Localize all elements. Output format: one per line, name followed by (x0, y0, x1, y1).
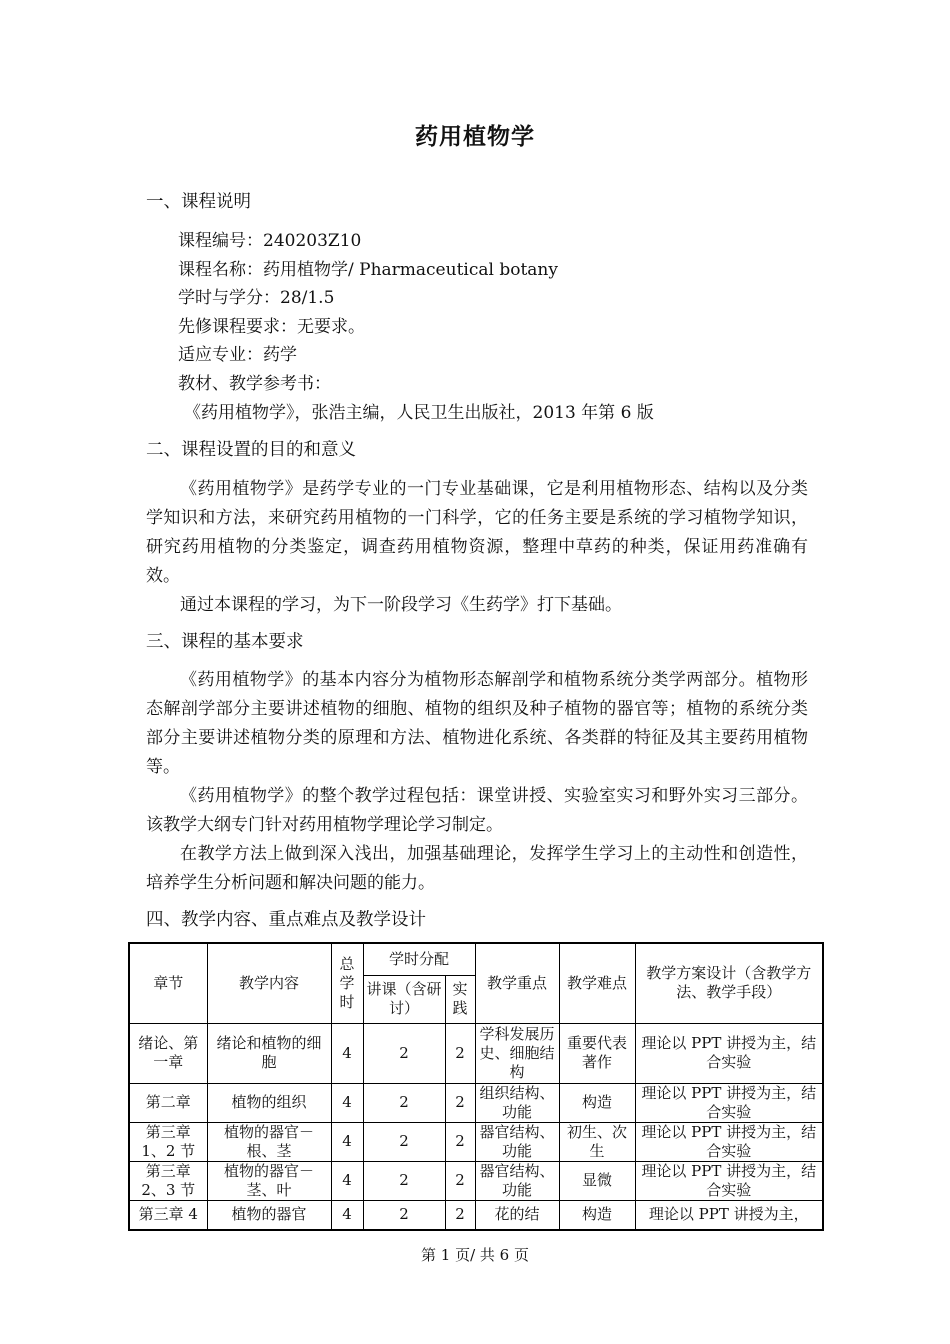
cell-total: 4 (331, 1083, 363, 1122)
cell-lecture: 2 (363, 1161, 445, 1200)
table-header-row (129, 943, 823, 975)
cell-key: 组织结构、功能 (475, 1083, 559, 1122)
cell-lecture: 2 (363, 1083, 445, 1122)
cell-content: 绪论和植物的细胞 (207, 1023, 331, 1083)
header-chapter: 章节 (129, 943, 207, 1023)
cell-design: 理论以 PPT 讲授为主， (635, 1200, 823, 1230)
course-prereq: 先修课程要求：无要求。 (178, 316, 365, 337)
header-design: 教学方案设计（含教学方法、教学手段） (635, 943, 823, 1023)
header-total-hours: 总学时 (331, 943, 363, 1023)
cell-key: 器官结构、功能 (475, 1122, 559, 1161)
cell-practice: 2 (445, 1083, 475, 1122)
header-practice: 实践 (445, 975, 475, 1023)
cell-key: 器官结构、功能 (475, 1161, 559, 1200)
cell-difficulty: 构造 (559, 1200, 635, 1230)
textbook-reference: 《药用植物学》，张浩主编，人民卫生出版社，2013 年第 6 版 (184, 402, 654, 423)
cell-lecture: 2 (363, 1200, 445, 1230)
cell-design: 理论以 PPT 讲授为主，结合实验 (635, 1161, 823, 1200)
textbook-label: 教材、教学参考书： (178, 373, 331, 394)
table-row (129, 1200, 823, 1230)
cell-content: 植物的组织 (207, 1083, 331, 1122)
cell-practice: 2 (445, 1200, 475, 1230)
purpose-paragraph-1: 《药用植物学》是药学专业的一门专业基础课，它是利用植物形态、结构以及分类学知识和方法，来研究药用植物的一门科学，它的任务主要是系统的学习植物学知识，研究药用植物的分类鉴定，调查药用植物资源，整理中草药的种类，保证用药准确有效。 (146, 479, 808, 586)
requirements-paragraph-3: 在教学方法上做到深入浅出，加强基础理论，发挥学生学习上的主动性和创造性，培养学生分析问题和解决问题的能力。 (146, 844, 808, 893)
course-code: 课程编号：240203Z10 (178, 231, 362, 251)
cell-difficulty: 构造 (559, 1083, 635, 1122)
course-major: 适应专业：药学 (178, 345, 297, 366)
cell-chapter: 第三章 2、3 节 (129, 1161, 207, 1200)
section-heading-course-description: 一、课程说明 (146, 192, 251, 212)
header-hours-distribution: 学时分配 (363, 943, 475, 975)
cell-key: 学科发展历史、细胞结构 (475, 1023, 559, 1083)
cell-lecture: 2 (363, 1122, 445, 1161)
cell-chapter: 绪论、第一章 (129, 1023, 207, 1083)
cell-difficulty: 显微 (559, 1161, 635, 1200)
cell-content: 植物的器官 (207, 1200, 331, 1230)
cell-content: 植物的器官－根、茎 (207, 1122, 331, 1161)
course-name: 课程名称：药用植物学/ Pharmaceutical botany (178, 259, 558, 280)
table-row (129, 1083, 823, 1122)
purpose-paragraph-2: 通过本课程的学习，为下一阶段学习《生药学》打下基础。 (180, 595, 622, 615)
cell-design: 理论以 PPT 讲授为主，结合实验 (635, 1083, 823, 1122)
cell-chapter: 第三章 4 (129, 1200, 207, 1230)
table-row (129, 1023, 823, 1083)
header-lecture: 讲课（含研讨） (363, 975, 445, 1023)
cell-practice: 2 (445, 1122, 475, 1161)
course-hours: 学时与学分：28/1.5 (178, 288, 335, 309)
cell-total: 4 (331, 1122, 363, 1161)
cell-total: 4 (331, 1161, 363, 1200)
course-info-block (178, 227, 654, 427)
teaching-plan-table (128, 942, 824, 1231)
cell-key: 花的结 (475, 1200, 559, 1230)
cell-total: 4 (331, 1200, 363, 1230)
section-heading-teaching-content: 四、教学内容、重点难点及教学设计 (146, 910, 426, 930)
cell-chapter: 第二章 (129, 1083, 207, 1122)
table-row (129, 1122, 823, 1161)
section-heading-purpose: 二、课程设置的目的和意义 (146, 440, 356, 460)
header-content: 教学内容 (207, 943, 331, 1023)
requirements-paragraph-1: 《药用植物学》的基本内容分为植物形态解剖学和植物系统分类学两部分。植物形态解剖学部分主要讲述植物的细胞、植物的组织及种子植物的器官等；植物的系统分类部分主要讲述植物分类的原理和方法、植物进化系统、各类群的特征及其主要药用植物等。 (146, 670, 808, 777)
requirements-paragraph-2: 《药用植物学》的整个教学过程包括：课堂讲授、实验室实习和野外实习三部分。该教学大纲专门针对药用植物学理论学习制定。 (146, 786, 808, 835)
table-row (129, 1161, 823, 1200)
page-number-footer: 第 1 页/ 共 6 页 (421, 1246, 529, 1264)
section-heading-requirements: 三、课程的基本要求 (146, 632, 304, 652)
cell-difficulty: 重要代表著作 (559, 1023, 635, 1083)
page-title: 药用植物学 (415, 124, 535, 150)
cell-practice: 2 (445, 1161, 475, 1200)
cell-difficulty: 初生、次生 (559, 1122, 635, 1161)
header-difficulties: 教学难点 (559, 943, 635, 1023)
header-key-points: 教学重点 (475, 943, 559, 1023)
cell-total: 4 (331, 1023, 363, 1083)
cell-chapter: 第三章 1、2 节 (129, 1122, 207, 1161)
cell-lecture: 2 (363, 1023, 445, 1083)
cell-design: 理论以 PPT 讲授为主，结合实验 (635, 1023, 823, 1083)
cell-content: 植物的器官－茎、叶 (207, 1161, 331, 1200)
cell-practice: 2 (445, 1023, 475, 1083)
cell-design: 理论以 PPT 讲授为主，结合实验 (635, 1122, 823, 1161)
